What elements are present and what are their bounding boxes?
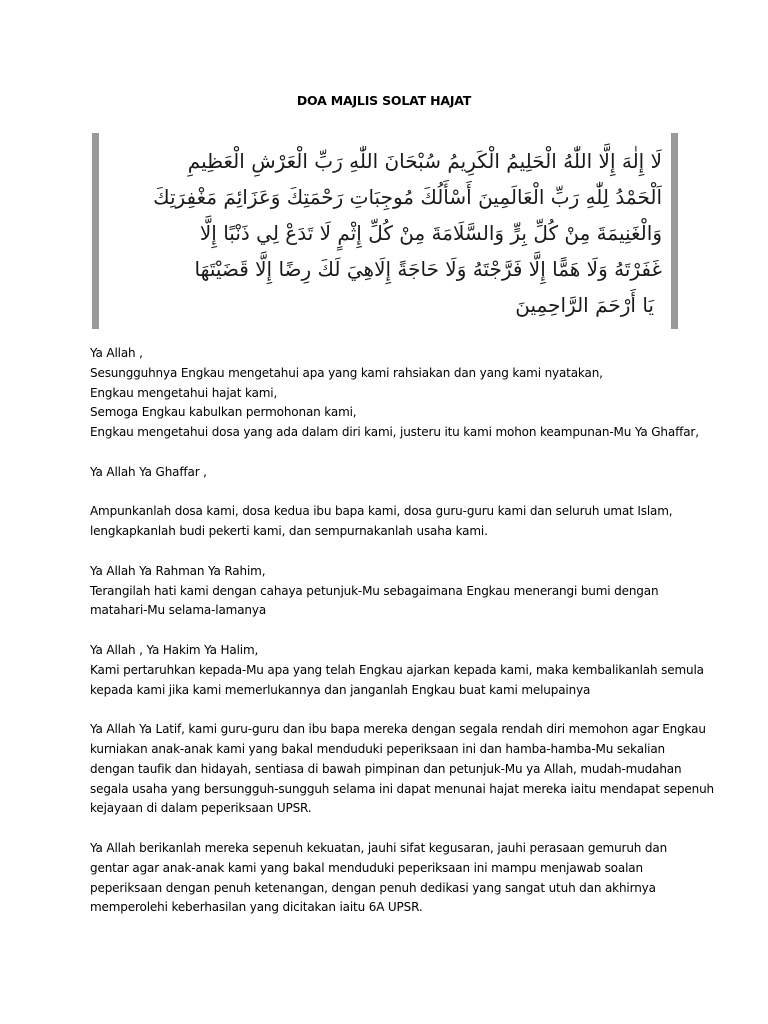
paragraph: [90, 641, 704, 700]
text-line: Terangilah hati kami dengan cahaya petunjuk-Mu sebagaimana Engkau menerangi bumi dengan: [90, 583, 659, 598]
paragraph: [90, 344, 699, 443]
paragraph: [90, 562, 690, 621]
arabic-prayer-image: [92, 133, 678, 329]
arabic-line: لَا إِلٰهَ إِلَّا اللّٰهُ الْحَلِيمُ الْكَرِيمُ سُبْحَانَ اللّٰهِ رَبِّ الْعَرْشِ الْعَظِيمِ: [187, 149, 662, 173]
arabic-frame-right-bar: [671, 133, 678, 329]
text-line: peperiksaan dengan penuh ketenangan, dengan penuh dedikasi yang sangat utuh dan akhirnya: [90, 880, 656, 895]
text-line: Ya Allah Ya Latif, kami guru-guru dan ibu bapa mereka dengan segala rendah diri memohon agar Engkau: [90, 722, 706, 737]
arabic-line: غَفَرْتَهُ وَلَا هَمًّا إِلَّا فَرَّجْتَهُ وَلَا حَاجَةً إِلَاهِيَ لَكَ رِضًا إِلَّا قَضَيْتَهَا: [194, 257, 662, 281]
paragraph: [90, 720, 714, 819]
text-line: Ya Allah berikanlah mereka sepenuh kekuatan, jauhi sifat kegusaran, jauhi perasaan gemuruh dan: [90, 840, 668, 855]
text-line: Engkau mengetahui hajat kami,: [90, 385, 278, 400]
paragraph: [90, 463, 690, 483]
arabic-frame-left-bar: [92, 133, 99, 329]
text-line: Ampunkanlah dosa kami, dosa kedua ibu bapa kami, dosa guru-guru kami dan seluruh umat Islam,: [90, 504, 673, 519]
arabic-line: يَا أَرْحَمَ الرَّاحِمِينَ: [515, 293, 654, 317]
text-line: lengkapkanlah budi pekerti kami, dan sempurnakanlah usaha kami.: [90, 524, 488, 539]
text-line: kepada kami jika kami memerlukannya dan janganlah Engkau buat kami melupainya: [90, 682, 591, 697]
text-line: Ya Allah ,: [90, 346, 143, 360]
arabic-line: وَالْغَنِيمَةَ مِنْ كُلِّ بِرٍّ وَالسَّلَامَةَ مِنْ كُلِّ إِثْمٍ لَا تَدَعْ لِي ذَنْبًا إِلَّا: [199, 221, 662, 245]
prayer-body: [90, 344, 714, 938]
text-line: Ya Allah Ya Rahman Ya Rahim,: [90, 563, 266, 578]
text-line: Semoga Engkau kabulkan permohonan kami,: [90, 405, 357, 420]
text-line: memperolehi keberhasilan yang dicitakan iaitu 6A UPSR.: [90, 900, 423, 915]
paragraph: [90, 839, 690, 918]
document-title: DOA MAJLIS SOLAT HAJAT: [296, 93, 472, 108]
text-line: Sesungguhnya Engkau mengetahui apa yang kami rahsiakan dan yang kami nyatakan,: [90, 365, 603, 380]
text-line: gentar agar anak-anak kami yang bakal menduduki peperiksaan ini mampu menjawab soalan: [90, 860, 643, 875]
text-line: Kami pertaruhkan kepada-Mu apa yang telah Engkau ajarkan kepada kami, maka kembalikanlah semula: [90, 662, 704, 677]
text-line: Ya Allah , Ya Hakim Ya Halim,: [90, 642, 259, 657]
text-line: dengan taufik dan hidayah, sentiasa di bawah pimpinan dan petunjuk-Mu ya Allah, mudah-mudahan: [90, 761, 682, 776]
paragraph: [90, 502, 690, 542]
text-line: Engkau mengetahui dosa yang ada dalam diri kami, justeru itu kami mohon keampunan-Mu Ya Ghaffar,: [90, 425, 699, 440]
text-line: matahari-Mu selama-lamanya: [90, 603, 267, 618]
text-line: kurniakan anak-anak kami yang bakal menduduki peperiksaan ini dan hamba-hamba-Mu sekalian: [90, 741, 665, 756]
text-line: segala usaha yang bersungguh-sungguh selama ini dapat menunai hajat mereka iaitu mendapat sepenuh: [90, 781, 714, 796]
text-line: Ya Allah Ya Ghaffar ,: [90, 464, 207, 479]
arabic-prayer-text: [108, 143, 662, 323]
arabic-line: اَلْحَمْدُ لِلّٰهِ رَبِّ الْعَالَمِينَ أَسْأَلُكَ مُوجِبَاتِ رَحْمَتِكَ وَعَزَائِمَ مَغْفِرَتِكَ: [153, 185, 662, 209]
text-line: kejayaan di dalam peperiksaan UPSR.: [90, 801, 312, 816]
